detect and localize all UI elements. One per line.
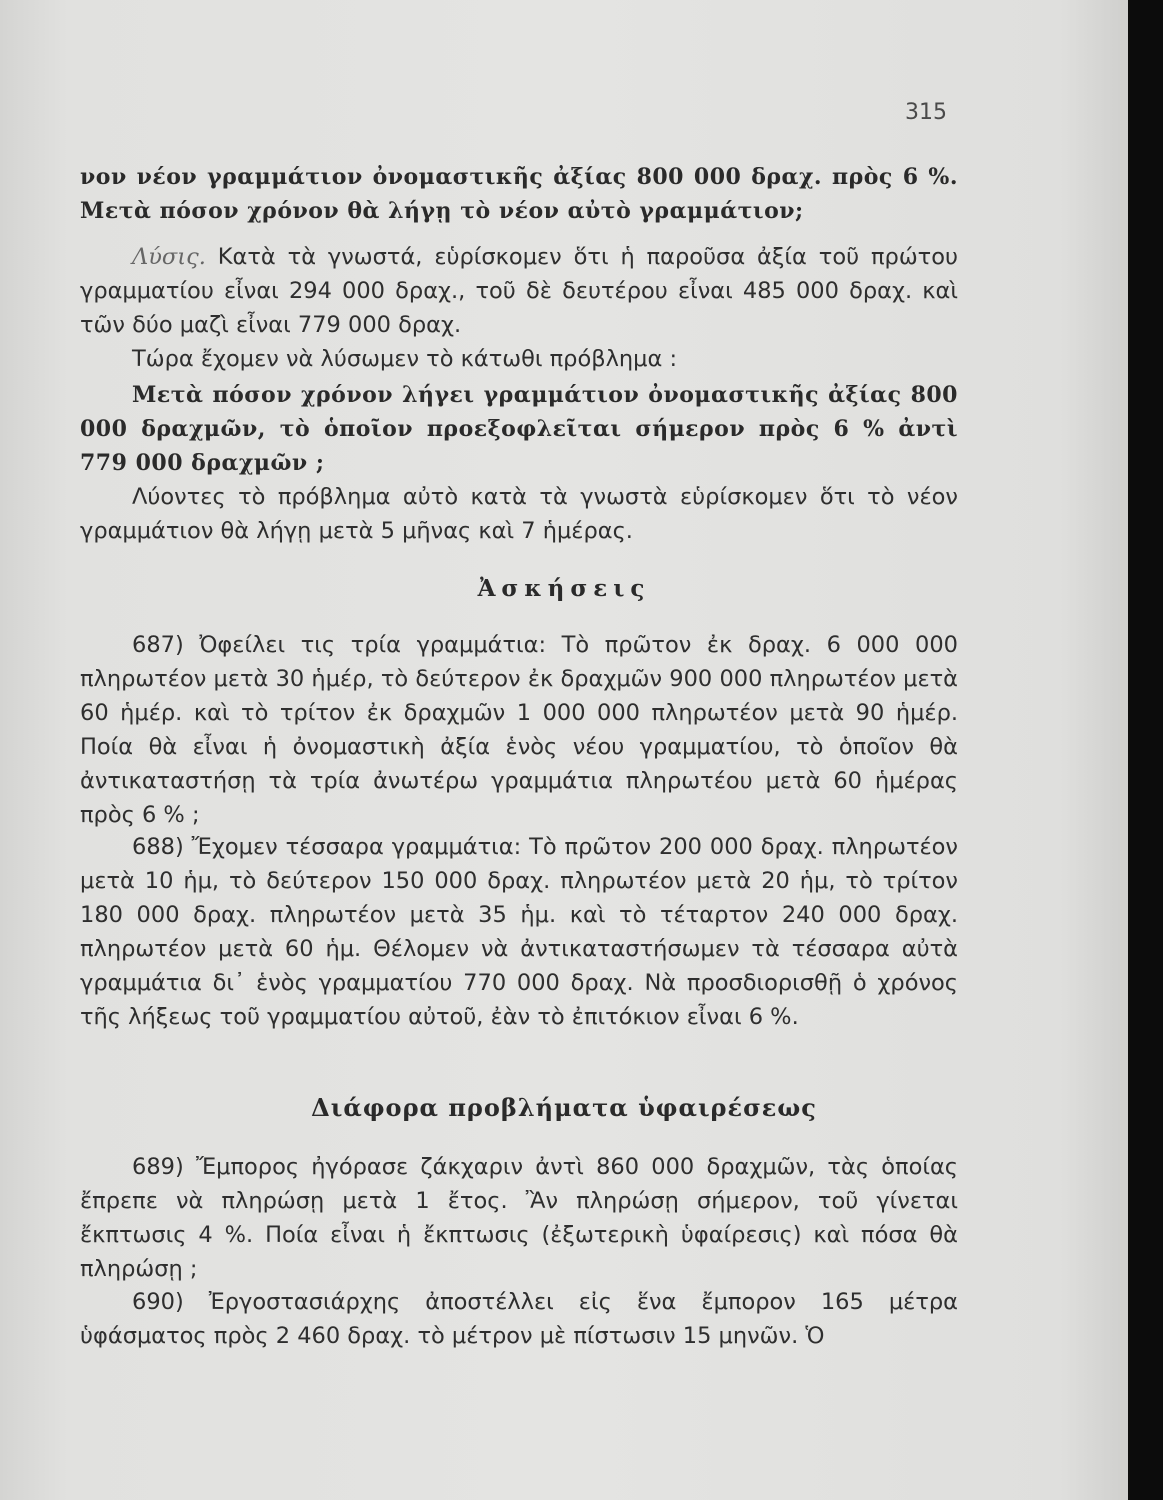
page-number: 315 (905, 100, 947, 125)
now-text: Τώρα ἔχομεν νὰ λύσωμεν τὸ κάτωθι πρόβλημα : (132, 346, 678, 372)
exercise-688: 688) Ἔχομεν τέσσαρα γραμμάτια: Τὸ πρῶτον 200 000 δραχ. πληρωτέον μετὰ 10 ἡμ, τὸ δεύτερον 150 000 δραχ. πληρωτέον μετὰ 20 ἡμ, τὸ τρίτον 180 000 δραχ. πληρωτέον μετὰ 35 ἡμ. καὶ τὸ τέταρτον 240 000 δραχ. πληρωτέον μετὰ 60 ἡμ. Θέλομεν νὰ ἀντικαταστήσωμεν τὰ τέσσαρα αὐτὰ γραμμάτια δι᾽ ἑνὸς γραμματίου 770 000 δραχ. Νὰ προσδιορισθῇ ὁ χρόνος τῆς λήξεως τοῦ γραμματίου αὐτοῦ, ἐὰν τὸ ἐπιτόκιον εἶναι 6 %. (80, 834, 958, 1030)
section-heading: Διάφορα προβλήματα ὑφαιρέσεως (311, 1093, 817, 1122)
restated-problem: Μετὰ πόσον χρόνον λήγει γραμμάτιον ὀνομαστικῆς ἀξίας 800 000 δραχμῶν, τὸ ὁποῖον προεξοφλεῖται σήμερον πρὸς 6 % ἀντὶ 779 000 δραχμῶν ; (80, 382, 958, 476)
exercise-690: 690) Ἐργοστασιάρχης ἀποστέλλει εἰς ἕνα ἔμπορον 165 μέτρα ὑφάσματος πρὸς 2 460 δραχ. τὸ μέτρον μὲ πίστωσιν 15 μηνῶν. Ὁ (80, 1289, 958, 1349)
solution-text: Κατὰ τὰ γνωστά, εὑρίσκομεν ὅτι ἡ παροῦσα ἀξία τοῦ πρώτου γραμματίου εἶναι 294 000 δραχ., τοῦ δὲ δευτέρου εἶναι 485 000 δραχ. καὶ τῶν δύο μαζὶ εἶναι 779 000 δραχ. (80, 244, 959, 338)
exercise-687: 687) Ὀφείλει τις τρία γραμμάτια: Τὸ πρῶτον ἐκ δραχ. 6 000 000 πληρωτέον μετὰ 30 ἡμέρ, τὸ δεύτερον ἐκ δραχμῶν 900 000 πληρωτέον μετὰ 60 ἡμέρ. καὶ τὸ τρίτον ἐκ δραχμῶν 1 000 000 πληρωτέον μετὰ 90 ἡμέρ. Ποία θὰ εἶναι ἡ ὀνομαστικὴ ἀξία ἑνὸς νέου γραμματίου, τὸ ὁποῖον θὰ ἀντικαταστήσῃ τὰ τρία ἀνωτέρω γραμμάτια πληρωτέου μετὰ 60 ἡμέρας πρὸς 6 % ; (80, 632, 958, 828)
solution-label: Λύσις. (132, 244, 206, 270)
conclusion: Λύοντες τὸ πρόβλημα αὐτὸ κατὰ τὰ γνωστὰ εὑρίσκομεν ὅτι τὸ νέον γραμμάτιον θὰ λήγῃ μετὰ 5 μῆνας καὶ 7 ἡμέρας. (80, 484, 958, 544)
solution-paragraph (80, 240, 958, 342)
intro-problem: νον νέον γραμμάτιον ὀνομαστικῆς ἀξίας 800 000 δραχ. πρὸς 6 %. Μετὰ πόσον χρόνον θὰ λήγῃ τὸ νέον αὐτὸ γραμμάτιον; (80, 164, 958, 224)
exercise-689: 689) Ἔμπορος ἠγόρασε ζάκχαριν ἀντὶ 860 000 δραχμῶν, τὰς ὁποίας ἔπρεπε νὰ πληρώσῃ μετὰ 1 ἔτος. Ἂν πληρώσῃ σήμερον, τοῦ γίνεται ἔκπτωσις 4 %. Ποία εἶναι ἡ ἔκπτωσις (ἐξωτερικὴ ὑφαίρεσις) καὶ πόσα θὰ πληρώσῃ ; (80, 1154, 958, 1282)
exercises-heading: Ἀσκήσεις (477, 575, 651, 602)
